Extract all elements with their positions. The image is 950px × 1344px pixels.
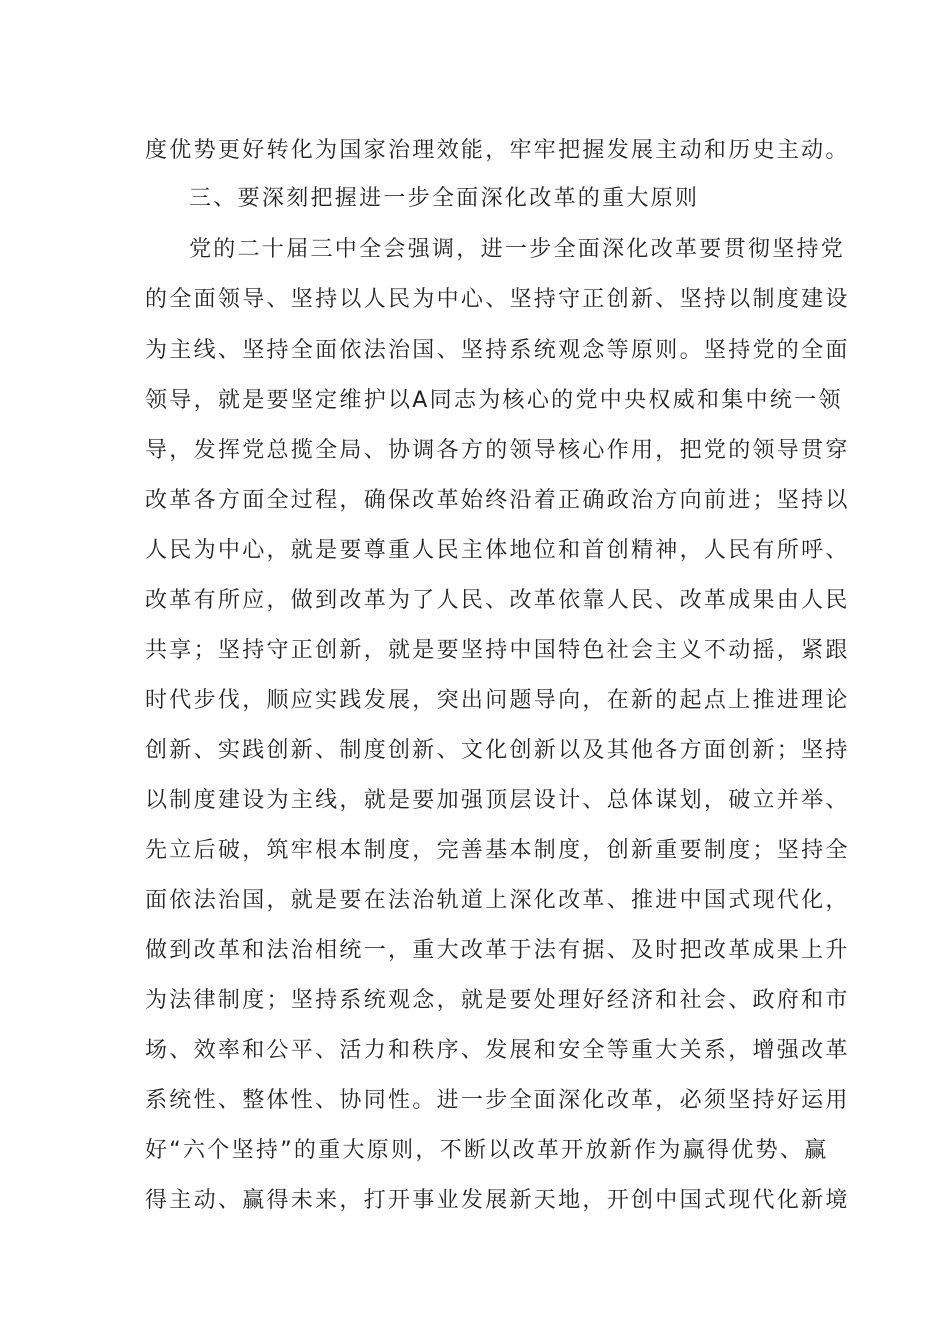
text-line: 的全面领导、坚持以人民为中心、坚持守正创新、坚持以制度建设 [145, 287, 850, 312]
text-line: 改革各方面全过程，确保改革始终沿着正确政治方向前进；坚持以 [145, 488, 850, 513]
text-line: 领导，就是要坚定维护以A同志为核心的党中央权威和集中统一领 [145, 388, 843, 413]
text-line: 得主动、赢得未来，打开事业发展新天地，开创中国式现代化新境 [145, 1188, 850, 1213]
text-line: 以制度建设为主线，就是要加强顶层设计、总体谋划，破立并举、 [145, 788, 850, 813]
section-heading: 三、要深刻把握进一步全面深化改革的重大原则 [189, 186, 700, 211]
text-line: 做到改革和法治相统一，重大改革于法有据、及时把改革成果上升 [145, 938, 850, 963]
text-line: 改革有所应，做到改革为了人民、改革依靠人民、改革成果由人民 [145, 588, 850, 613]
text-line: 场、效率和公平、活力和秩序、发展和安全等重大关系，增强改革 [145, 1038, 850, 1063]
text-line: 时代步伐，顺应实践发展，突出问题导向，在新的起点上推进理论 [145, 688, 850, 713]
text-line: 面依法治国，就是要在法治轨道上深化改革、推进中国式现代化， [145, 888, 850, 913]
text-line: 人民为中心，就是要尊重人民主体地位和首创精神，人民有所呼、 [145, 538, 850, 563]
text-line: 共享；坚持守正创新，就是要坚持中国特色社会主义不动摇，紧跟 [145, 638, 850, 663]
text-line: 导，发挥党总揽全局、协调各方的领导核心作用，把党的领导贯穿 [145, 438, 850, 463]
text-line: 系统性、整体性、协同性。进一步全面深化改革，必须坚持好运用 [145, 1088, 850, 1113]
text-line: 党的二十届三中全会强调，进一步全面深化改革要贯彻坚持党 [189, 237, 846, 262]
text-line: 为主线、坚持全面依法治国、坚持系统观念等原则。坚持党的全面 [145, 338, 850, 363]
text-line: 创新、实践创新、制度创新、文化创新以及其他各方面创新；坚持 [145, 738, 850, 763]
text-line: 好“六个坚持”的重大原则，不断以改革开放新作为赢得优势、赢 [145, 1138, 829, 1163]
text-line: 为法律制度；坚持系统观念，就是要处理好经济和社会、政府和市 [145, 988, 850, 1013]
text-line: 度优势更好转化为国家治理效能，牢牢把握发展主动和历史主动。 [145, 138, 850, 163]
text-line: 先立后破，筑牢根本制度，完善基本制度，创新重要制度；坚持全 [145, 838, 850, 863]
